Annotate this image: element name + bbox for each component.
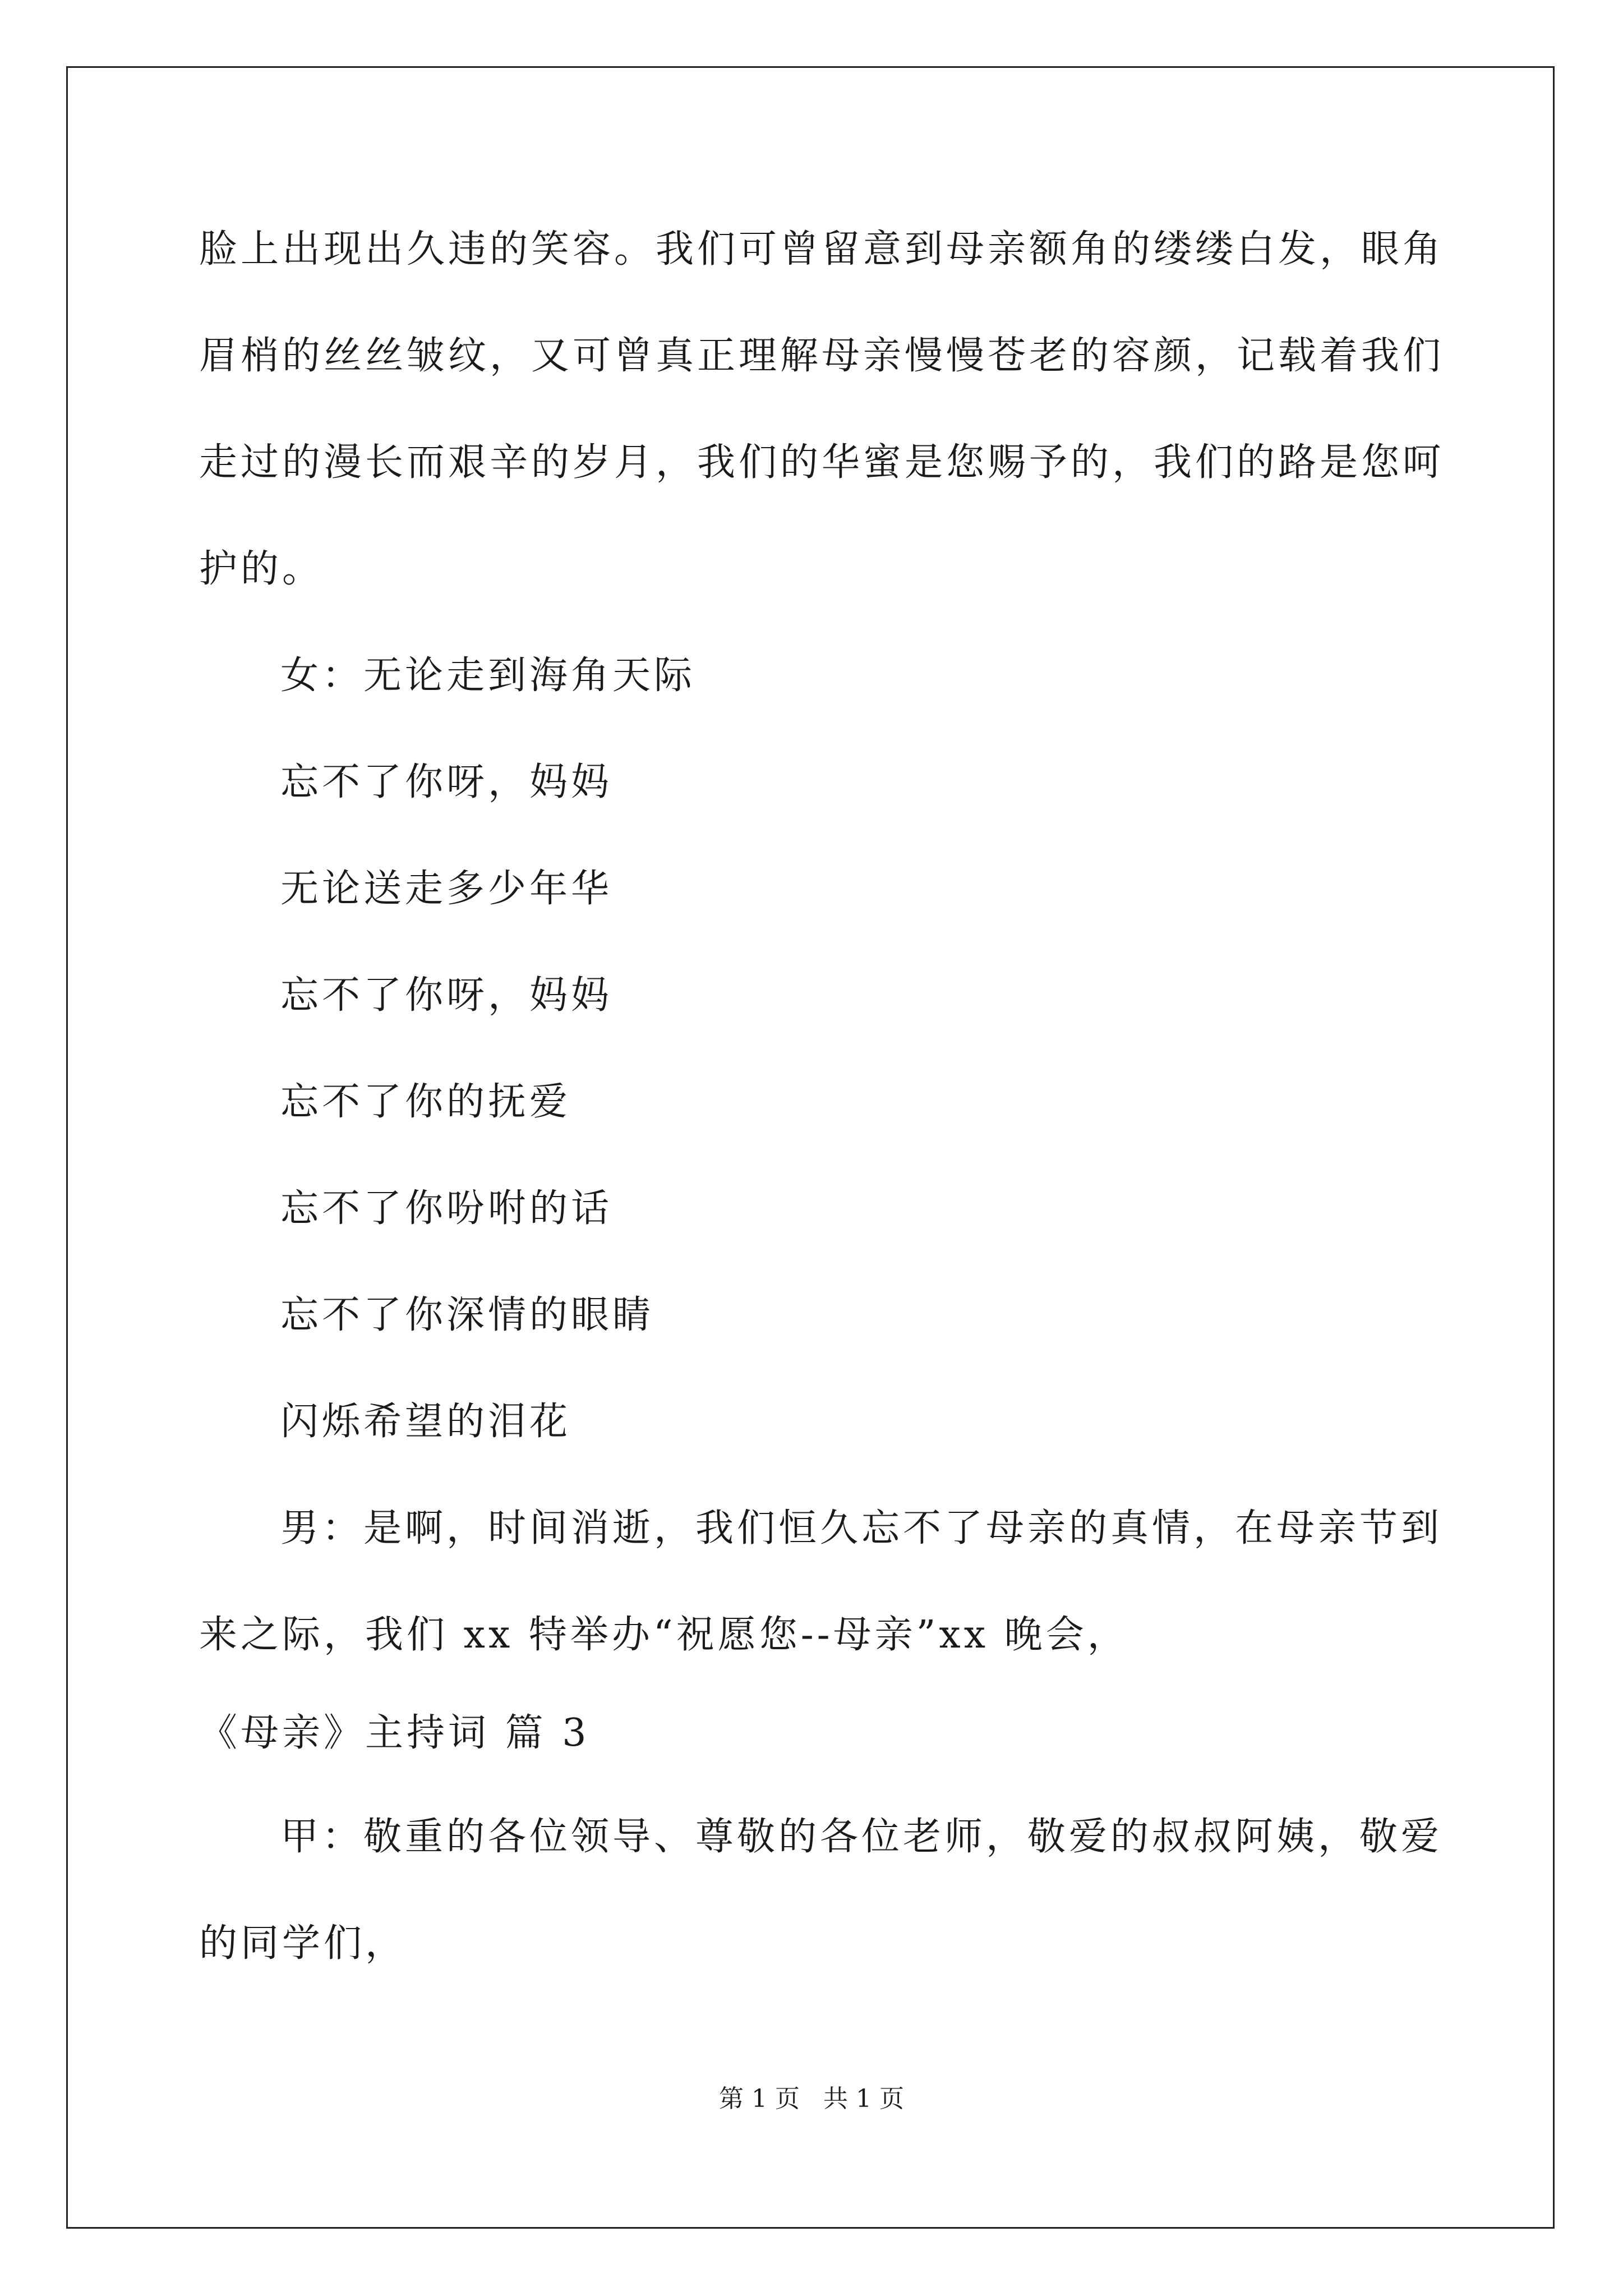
paragraph-line: 眉梢的丝丝皱纹，又可曾真正理解母亲慢慢苍老的容颜，记载着我们 <box>199 334 1445 378</box>
paragraph-line: 来之际，我们 xx 特举办“祝愿您--母亲”xx 晚会， <box>199 1613 1129 1657</box>
poem-line: 无论送走多少年华 <box>280 867 613 911</box>
paragraph-line: 的同学们， <box>199 1921 407 1966</box>
paragraph-line: 护的。 <box>199 547 324 591</box>
poem-line: 女：无论走到海角天际 <box>280 654 696 698</box>
section-heading: 《母亲》主持词 篇 3 <box>199 1711 590 1755</box>
poem-line: 忘不了你呀，妈妈 <box>280 973 613 1018</box>
paragraph-line: 走过的漫长而艰辛的岁月，我们的华蜜是您赐予的，我们的路是您呵 <box>199 440 1445 485</box>
paragraph-line: 脸上出现出久违的笑容。我们可曾留意到母亲额角的缕缕白发，眼角 <box>199 227 1445 272</box>
paragraph-line: 男：是啊，时间消逝，我们恒久忘不了母亲的真情，在母亲节到 <box>280 1506 1443 1550</box>
paragraph-line: 甲：敬重的各位领导、尊敬的各位老师，敬爱的叔叔阿姨，敬爱 <box>280 1815 1443 1859</box>
page-number-footer: 第 1 页 共 1 页 <box>719 2085 904 2113</box>
poem-line: 闪烁希望的泪花 <box>280 1400 571 1444</box>
poem-line: 忘不了你吩咐的话 <box>280 1186 613 1231</box>
poem-line: 忘不了你呀，妈妈 <box>280 760 613 804</box>
poem-line: 忘不了你的抚爱 <box>280 1080 571 1124</box>
page-border <box>66 66 1555 2229</box>
poem-line: 忘不了你深情的眼睛 <box>280 1293 654 1337</box>
